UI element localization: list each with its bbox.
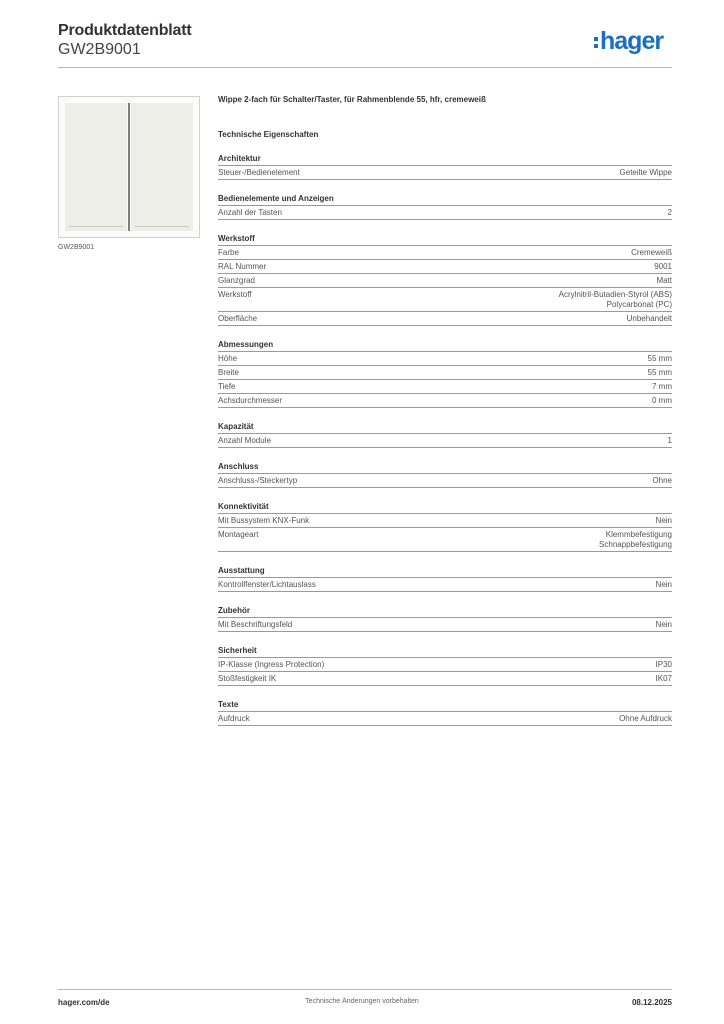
spec-value	[656, 276, 672, 286]
spec-value	[656, 516, 672, 526]
footer-notice: Technische Änderungen vorbehalten	[305, 998, 419, 1005]
hager-logo	[594, 28, 663, 54]
spec-value-line: Matt	[656, 276, 672, 285]
spec-label: Höhe	[218, 354, 238, 363]
spec-value-line: Schnappbefestigung	[599, 540, 672, 549]
spec-row	[218, 578, 672, 592]
section-title: Zubehör	[218, 605, 672, 618]
spec-value-line: Geteilte Wippe	[619, 168, 672, 177]
section-title: Abmessungen	[218, 339, 672, 352]
spec-label: Kontrollfenster/Lichtauslass	[218, 580, 316, 589]
spec-section	[218, 153, 672, 180]
spec-label: Glanzgrad	[218, 276, 255, 285]
spec-row	[218, 394, 672, 408]
spec-value-line: 0 mm	[652, 396, 672, 405]
spec-row	[218, 352, 672, 366]
spec-value	[668, 208, 672, 218]
spec-row	[218, 274, 672, 288]
spec-value	[631, 248, 672, 258]
spec-value	[599, 530, 672, 550]
spec-value-line: Unbehandelt	[626, 314, 672, 323]
spec-value-line: 1	[667, 436, 672, 445]
section-title: Werkstoff	[218, 233, 672, 246]
section-title: Texte	[218, 699, 672, 712]
spec-section	[218, 605, 672, 632]
section-title: Anschluss	[218, 461, 672, 474]
spec-label: Montageart	[218, 530, 259, 539]
spec-label: Oberfläche	[218, 314, 258, 323]
spec-value-line: 55 mm	[647, 368, 672, 377]
spec-value-line: IP30	[655, 660, 672, 669]
spec-value-line: 2	[667, 208, 672, 217]
spec-row	[218, 618, 672, 632]
rocker-left	[65, 103, 127, 231]
spec-value	[619, 714, 672, 724]
spec-row	[218, 206, 672, 220]
product-image-caption: GW2B9001	[58, 244, 95, 251]
spec-value-line: Acrylnitril-Butadien-Styrol (ABS)	[558, 290, 672, 299]
spec-label: Achsdurchmesser	[218, 396, 283, 405]
spec-section	[218, 421, 672, 448]
rocker-right	[131, 103, 193, 231]
spec-row	[218, 366, 672, 380]
spec-value	[656, 580, 672, 590]
footer-divider	[58, 989, 672, 990]
spec-label: Farbe	[218, 248, 239, 257]
document-title: Produktdatenblatt	[58, 22, 192, 39]
product-specs	[218, 94, 672, 726]
spec-value	[654, 262, 672, 272]
spec-section	[218, 339, 672, 408]
spec-value	[652, 382, 672, 392]
section-title: Architektur	[218, 153, 672, 166]
logo-text: hager	[600, 27, 664, 55]
product-image	[58, 96, 200, 238]
spec-value	[559, 290, 672, 310]
header-divider	[58, 67, 672, 68]
footer-website[interactable]: hager.com/de	[58, 998, 110, 1007]
spec-value-line: Cremeweiß	[631, 248, 672, 257]
section-title: Bedienelemente und Anzeigen	[218, 193, 672, 206]
spec-label: Anschluss-/Steckertyp	[218, 476, 298, 485]
spec-row	[218, 166, 672, 180]
section-title: Sicherheit	[218, 645, 672, 658]
spec-row	[218, 260, 672, 274]
spec-label: Steuer-/Bedienelement	[218, 168, 300, 177]
spec-value-line: 7 mm	[652, 382, 672, 391]
spec-row	[218, 528, 672, 552]
spec-value-line: Ohne	[652, 476, 672, 485]
spec-row	[218, 672, 672, 686]
spec-label: RAL Nummer	[218, 262, 267, 271]
spec-section	[218, 233, 672, 326]
product-code: GW2B9001	[58, 41, 141, 58]
section-title: Ausstattung	[218, 565, 672, 578]
spec-row	[218, 312, 672, 326]
spec-value-line: 9001	[654, 262, 672, 271]
spec-row	[218, 434, 672, 448]
spec-section	[218, 193, 672, 220]
spec-value-line: 55 mm	[647, 354, 672, 363]
spec-label: Tiefe	[218, 382, 236, 391]
spec-row	[218, 380, 672, 394]
spec-value	[648, 354, 672, 364]
spec-row	[218, 658, 672, 672]
spec-section	[218, 565, 672, 592]
spec-value	[620, 168, 672, 178]
document-header	[58, 22, 192, 59]
spec-label: Anzahl Module	[218, 436, 271, 445]
spec-row	[218, 288, 672, 312]
spec-label: Aufdruck	[218, 714, 250, 723]
spec-value	[627, 314, 672, 324]
spec-value-line: Klemmbefestigung	[605, 530, 672, 539]
tech-properties-heading: Technische Eigenschaften	[218, 130, 319, 139]
spec-value-line: Nein	[655, 580, 672, 589]
spec-row	[218, 712, 672, 726]
spec-row	[218, 474, 672, 488]
spec-section	[218, 501, 672, 552]
spec-label: IP-Klasse (Ingress Protection)	[218, 660, 325, 669]
spec-value	[652, 476, 672, 486]
spec-value	[648, 368, 672, 378]
spec-label: Werkstoff	[218, 290, 252, 299]
spec-value-line: Nein	[655, 620, 672, 629]
spec-section	[218, 699, 672, 726]
spec-value	[668, 436, 672, 446]
spec-value	[656, 620, 672, 630]
spec-section	[218, 645, 672, 686]
spec-label: Mit Beschriftungsfeld	[218, 620, 293, 629]
spec-value-line: Nein	[655, 516, 672, 525]
spec-value-line: Ohne Aufdruck	[619, 714, 672, 723]
spec-value	[652, 396, 672, 406]
spec-value	[656, 674, 672, 684]
spec-value-line: Polycarbonat (PC)	[606, 300, 672, 309]
footer-date: 08.12.2025	[631, 998, 672, 1007]
section-title: Kapazität	[218, 421, 672, 434]
spec-row	[218, 514, 672, 528]
product-description: Wippe 2-fach für Schalter/Taster, für Rahmenblende 55, hfr, cremeweiß	[218, 95, 486, 104]
spec-value-line: IK07	[655, 674, 672, 683]
spec-label: Mit Bussystem KNX-Funk	[218, 516, 310, 525]
section-title: Konnektivität	[218, 501, 672, 514]
spec-label: Breite	[218, 368, 239, 377]
spec-row	[218, 246, 672, 260]
logo-dots-icon	[594, 37, 598, 48]
spec-section	[218, 461, 672, 488]
spec-label: Stoßfestigkeit IK	[218, 674, 277, 683]
rocker-split-highlight	[130, 103, 131, 231]
spec-sections	[218, 153, 672, 726]
spec-value	[656, 660, 672, 670]
spec-label: Anzahl der Tasten	[218, 208, 282, 217]
